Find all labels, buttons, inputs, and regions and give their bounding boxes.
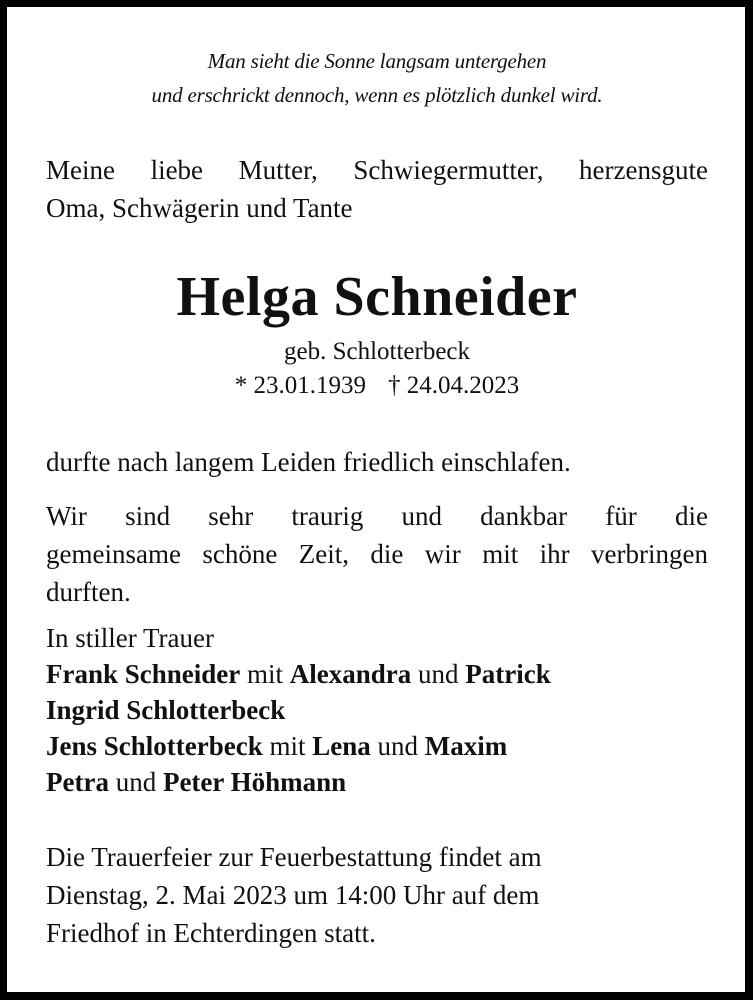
word: Zeit, [298,539,349,569]
word: die [674,501,708,531]
deceased-name: Helga Schneider [176,266,578,328]
connector: und [370,731,425,761]
word: und [401,501,443,531]
mourner-name: Maxim [424,731,508,761]
mourner-name: Frank Schneider [46,659,241,689]
mourner-row [46,692,708,728]
mourners-list [46,620,708,800]
mourner-name: Ingrid Schlotterbeck [46,695,286,725]
word: Schwiegermutter, [353,155,544,185]
word: gemeinsame [46,539,181,569]
motto-quote [46,44,708,112]
connector: und [411,659,466,689]
word: verbringen [591,539,708,569]
mourner-name: Petra [46,767,109,797]
intro-paragraph [46,151,708,227]
word: traurig [291,501,364,531]
word: für [605,501,637,531]
connector: und [108,767,163,797]
birth-symbol: * [234,372,248,399]
funeral-line: Friedhof in Echterdingen statt. [46,918,376,948]
birth-date: 23.01.1939 [253,372,366,399]
word: die [370,539,404,569]
word: sehr [208,501,254,531]
connector: mit [262,731,313,761]
word: herzensgute [579,155,708,185]
mourner-name: Peter Höhmann [162,767,347,797]
intro-line-1 [46,151,708,189]
motto-line: und erschrickt dennoch, wenn es plötzlich dunkel wird. [151,83,603,107]
thanks-line-3: durften. [46,577,131,607]
mourner-row [46,764,708,800]
funeral-details [46,838,708,952]
death-cross-icon: † [388,372,401,399]
word: wir [424,539,461,569]
mourner-name: Alexandra [289,659,412,689]
mourner-row [46,728,708,764]
intro-line-2: Oma, Schwägerin und Tante [46,193,353,223]
passed-statement: durfte nach langem Leiden friedlich einschlafen. [46,447,571,477]
life-dates [46,369,708,403]
funeral-line: Dienstag, 2. Mai 2023 um 14:00 Uhr auf dem [46,880,540,910]
word: Wir [46,501,87,531]
funeral-line: Die Trauerfeier zur Feuerbestattung findet am [46,842,542,872]
thanks-line-1 [46,497,708,535]
mourner-row [46,656,708,692]
word: sind [125,501,171,531]
word: Mutter, [238,155,318,185]
word: ihr [539,539,570,569]
mourner-name: Jens Schlotterbeck [46,731,263,761]
death-date: 24.04.2023 [406,372,520,399]
motto-line: Man sieht die Sonne langsam untergehen [207,49,547,73]
mourner-name: Patrick [465,659,551,689]
thanks-paragraph [46,497,708,611]
maiden-name: geb. Schlotterbeck [283,338,471,365]
thanks-line-2 [46,535,708,573]
connector: mit [240,659,290,689]
word: mit [482,539,519,569]
mourner-name: Lena [312,731,371,761]
mourners-heading: In stiller Trauer [46,623,214,653]
word: Meine [46,155,115,185]
word: liebe [150,155,204,185]
word: schöne [202,539,278,569]
word: dankbar [480,501,568,531]
